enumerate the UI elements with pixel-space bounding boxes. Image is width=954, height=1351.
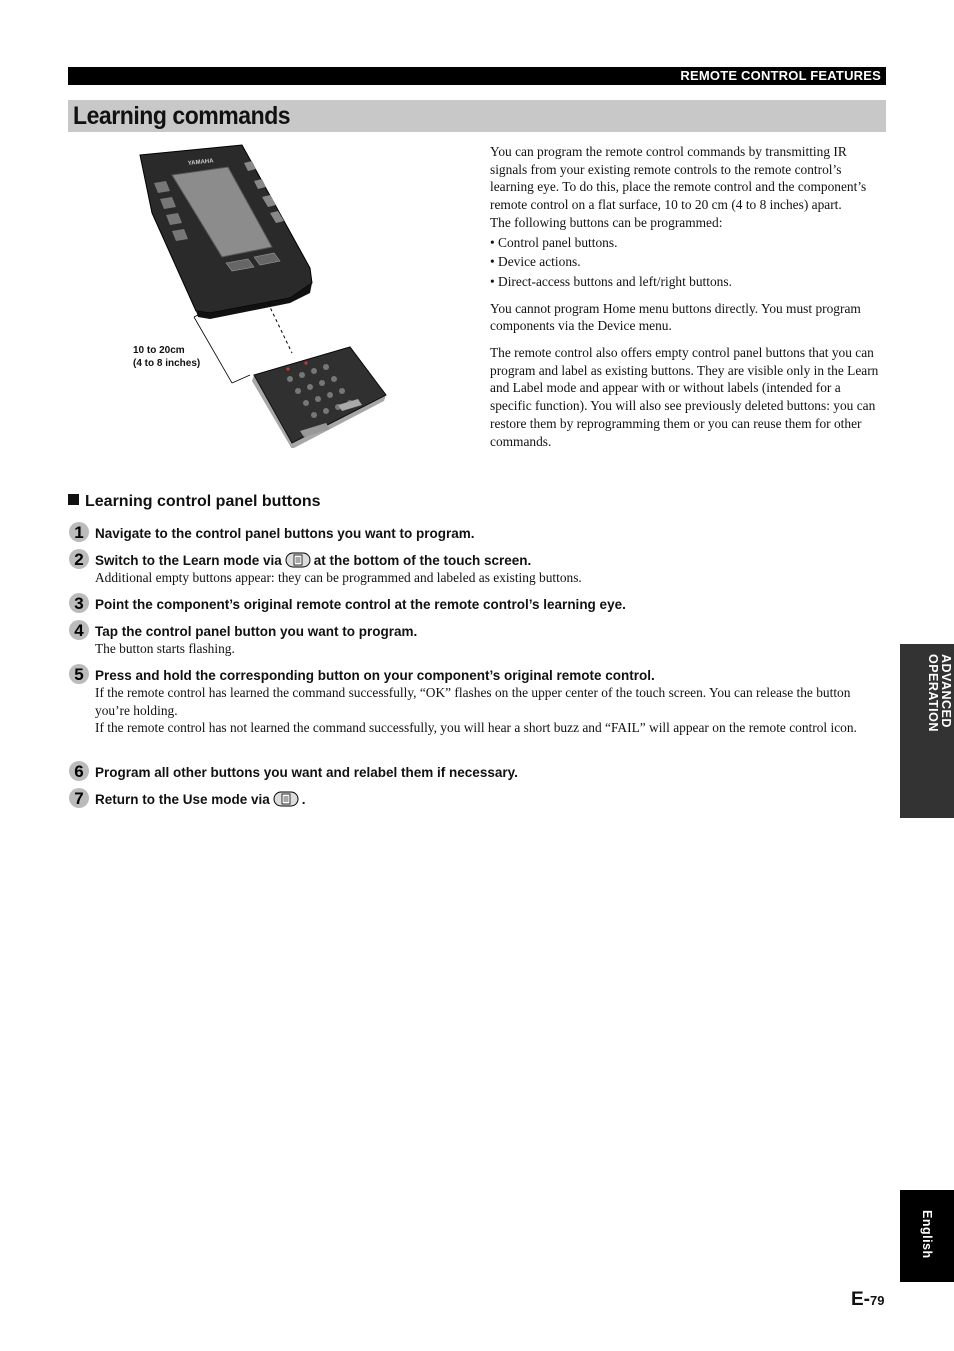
svg-text:6: 6 — [74, 762, 84, 781]
mode-toggle-icon — [273, 791, 299, 807]
page-number-value: 79 — [870, 1293, 885, 1308]
intro-paragraph-3: You cannot program Home menu buttons directly. You must program components via the Device menu. — [490, 300, 861, 334]
section-header: REMOTE CONTROL FEATURES — [680, 68, 881, 83]
remote-illustration — [130, 143, 390, 448]
step-number-icon — [68, 619, 90, 641]
svg-text:1: 1 — [74, 523, 84, 542]
step-5-body-2: If the remote control has not learned the command successfully, you will hear a short buzz and “FAIL” will appear on the remote control icon. — [95, 720, 857, 735]
step-number-icon — [68, 592, 90, 614]
step-2-heading: Switch to the Learn mode via at the bottom of the touch screen. — [95, 553, 532, 568]
step-5-heading: Press and hold the corresponding button on your component’s original remote control. — [95, 668, 655, 683]
step-1-heading: Navigate to the control panel buttons you want to program. — [95, 526, 475, 541]
header-bar — [68, 67, 886, 85]
step-4-heading: Tap the control panel button you want to program. — [95, 624, 418, 639]
title-bar — [68, 100, 886, 132]
step-2-body: Additional empty buttons appear: they can be programmed and labeled as existing buttons. — [95, 570, 582, 585]
step-number-icon — [68, 548, 90, 570]
svg-text:5: 5 — [74, 665, 84, 684]
intro-text — [490, 143, 885, 450]
distance-label-imperial: (4 to 8 inches) — [133, 358, 201, 369]
section-heading — [68, 493, 321, 511]
page-title: Learning commands — [73, 102, 291, 130]
step-2 — [68, 552, 888, 587]
step-7-heading: Return to the Use mode via . — [95, 792, 306, 807]
square-bullet-icon — [68, 494, 79, 505]
step-6-heading: Program all other buttons you want and relabel them if necessary. — [95, 765, 518, 780]
intro-paragraph-2: The following buttons can be programmed: — [490, 214, 723, 230]
step-3-heading: Point the component’s original remote control at the remote control’s learning eye. — [95, 597, 626, 612]
step-number-icon — [68, 787, 90, 809]
brand-logo: YAMAHA — [187, 158, 214, 167]
svg-text:3: 3 — [74, 594, 84, 613]
step-6 — [68, 764, 888, 781]
svg-text:2: 2 — [74, 550, 84, 569]
step-number-icon — [68, 521, 90, 543]
intro-paragraph-4: The remote control also offers empty control panel buttons that you can program and label as existing buttons. They are visible only in the Learn and Label mode and appear with or without labels (intended for a specific function). You will also see previously deleted buttons: you can restore them by reprogramming them or you can reuse them for other commands. — [490, 345, 879, 449]
step-3 — [68, 596, 888, 613]
bullet-item: • Direct-access buttons and left/right buttons. — [490, 273, 732, 289]
intro-paragraph-1: You can program the remote control commands by transmitting IR signals from your existing remote controls to the remote control’s learning eye. To do this, place the remote control and the component’s remote control on a flat surface, 10 to 20 cm (4 to 8 inches) apart. — [490, 144, 867, 213]
svg-text:7: 7 — [74, 789, 84, 808]
distance-label-metric: 10 to 20cm — [133, 345, 185, 356]
side-tab-language-text: English — [920, 1210, 934, 1259]
side-tab-language — [900, 1190, 954, 1282]
step-7 — [68, 791, 888, 808]
mode-toggle-icon — [285, 552, 311, 568]
step-5 — [68, 667, 888, 737]
svg-text:4: 4 — [74, 621, 84, 640]
page-number-prefix: E- — [851, 1289, 870, 1310]
step-number-icon — [68, 760, 90, 782]
side-tab-advanced-operation — [900, 644, 954, 818]
step-1 — [68, 525, 888, 542]
bullet-item: • Device actions. — [490, 254, 581, 270]
step-number-icon — [68, 663, 90, 685]
section-heading-text: Learning control panel buttons — [85, 493, 321, 510]
bullet-item: • Control panel buttons. — [490, 234, 618, 250]
page-number — [851, 1289, 884, 1311]
distance-label — [133, 344, 200, 370]
step-5-body-1: If the remote control has learned the command successfully, “OK” flashes on the upper center of the touch screen. You can release the button you’re holding. — [95, 685, 851, 718]
step-4-body: The button starts flashing. — [95, 641, 235, 656]
side-tab-advanced-text: ADVANCED OPERATION — [926, 654, 953, 732]
step-4 — [68, 623, 888, 658]
